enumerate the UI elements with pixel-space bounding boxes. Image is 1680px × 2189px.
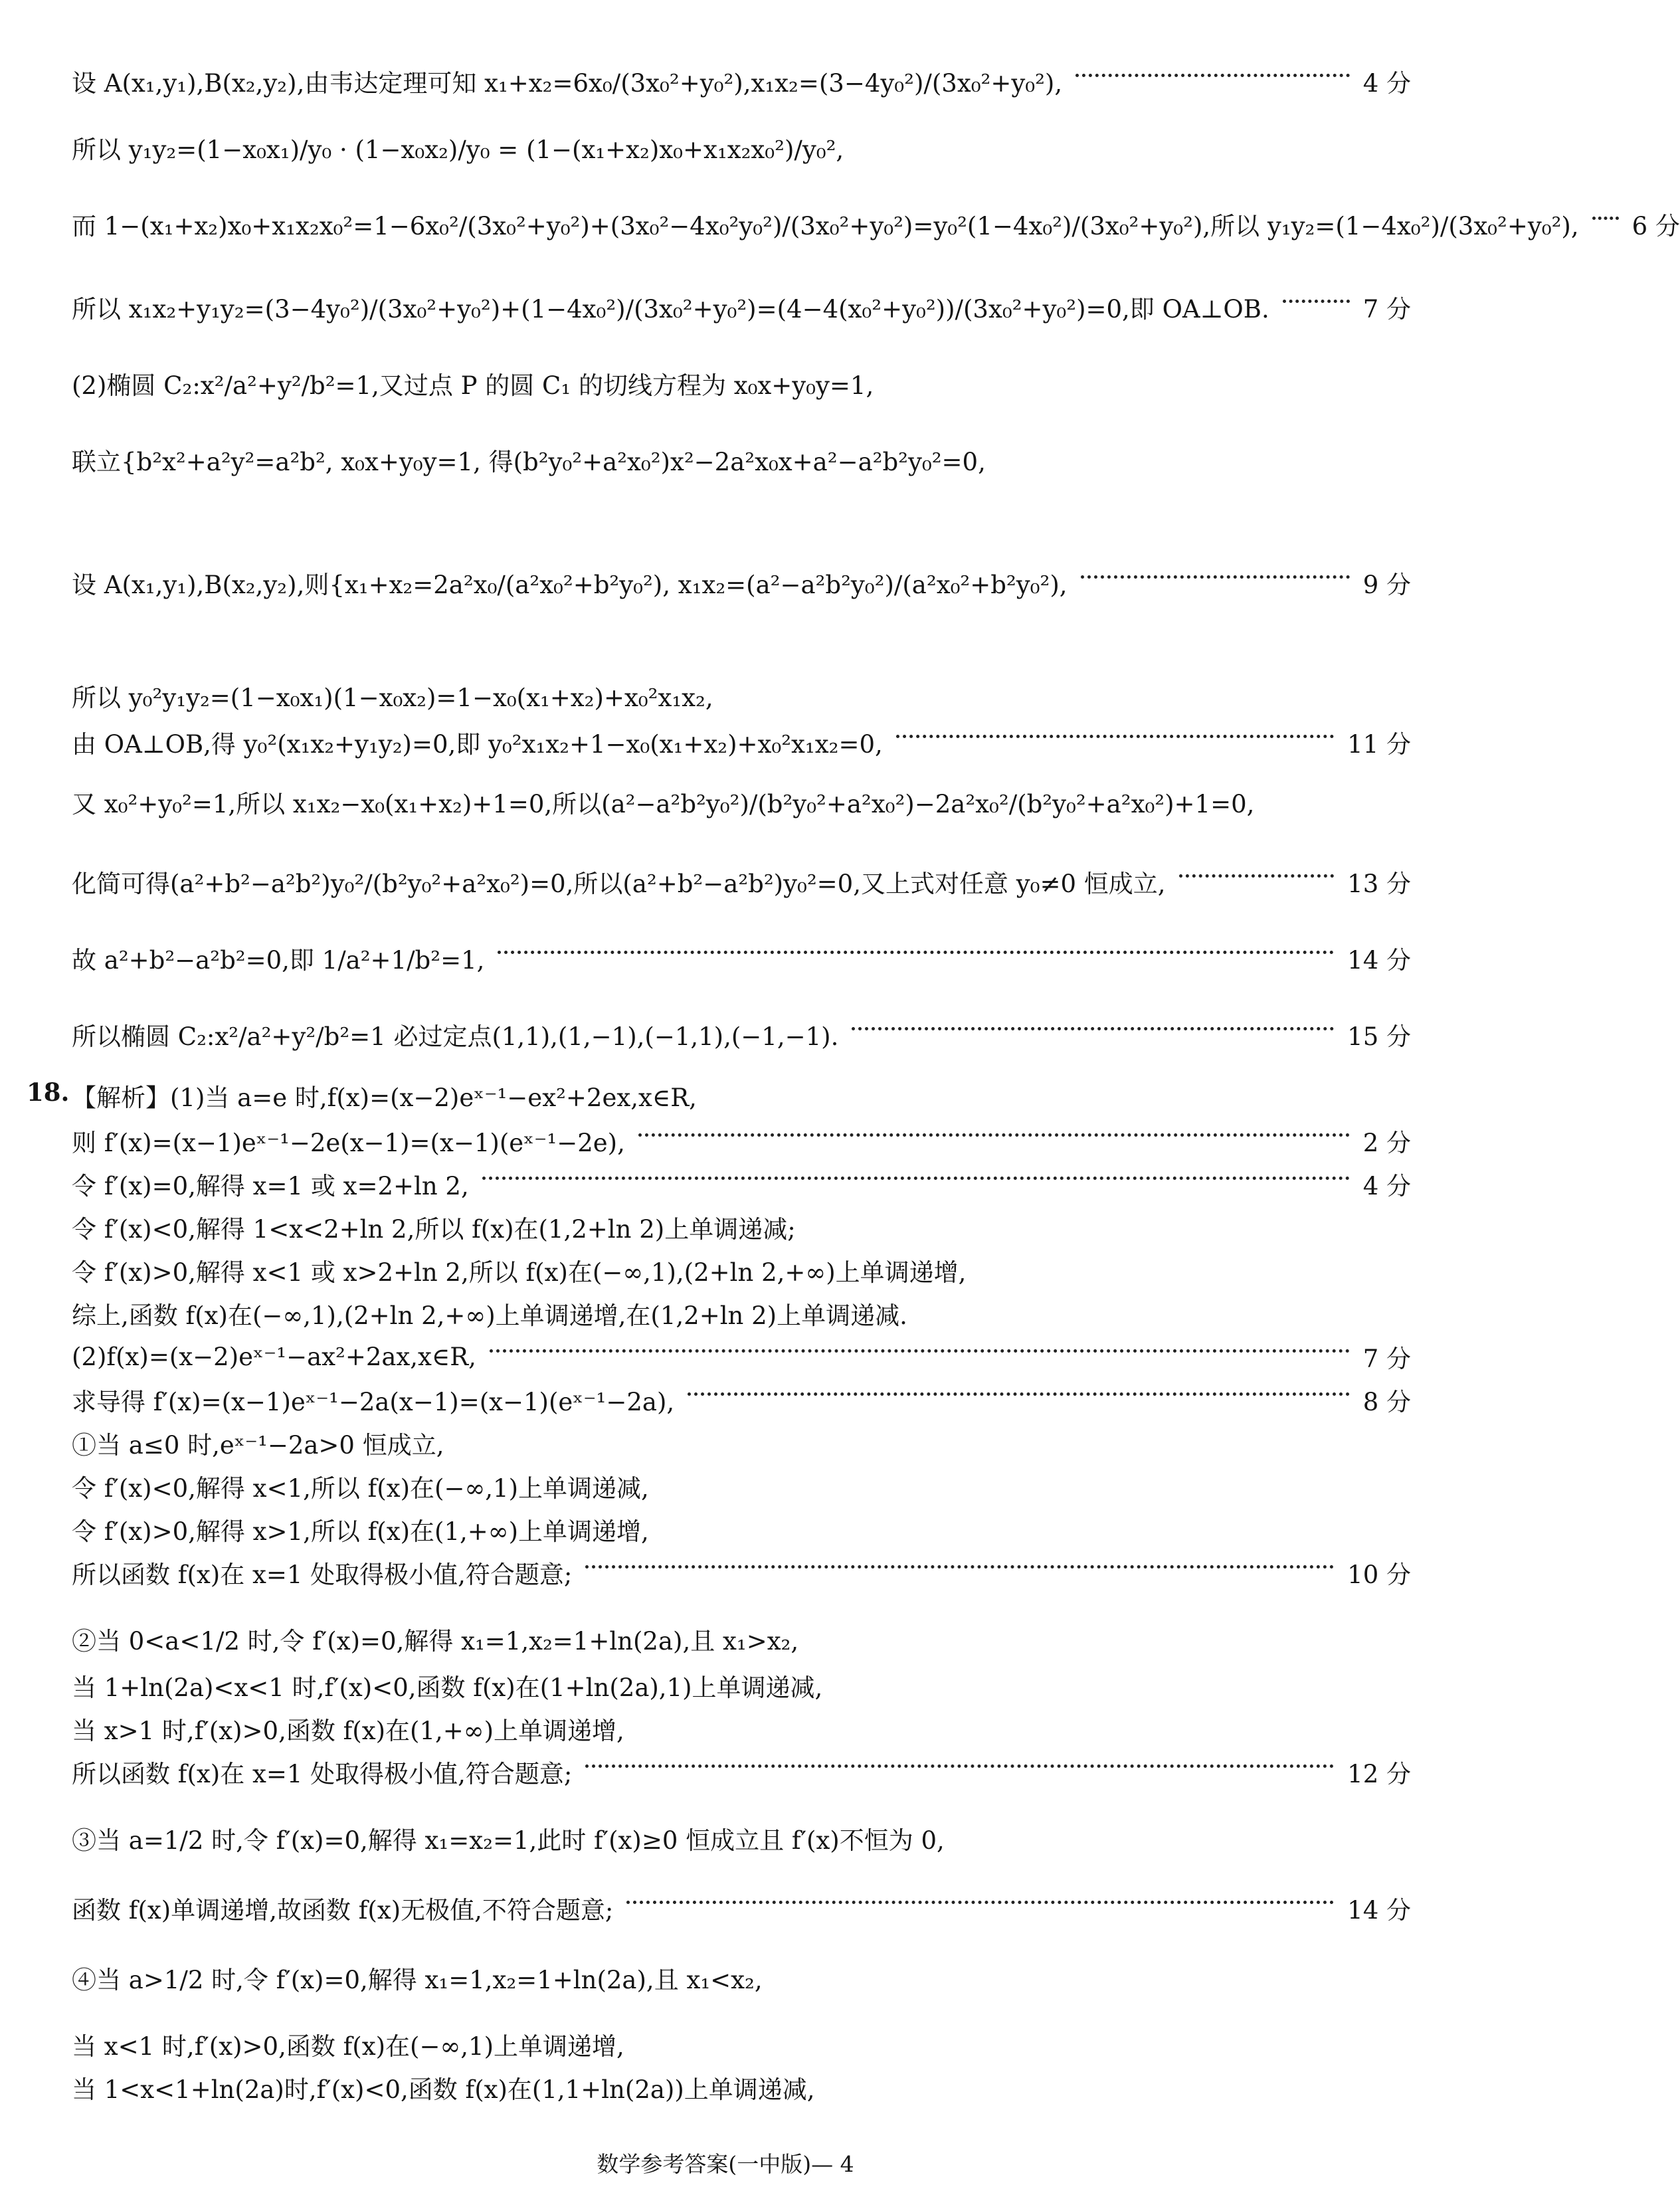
leader-dots: [498, 951, 1334, 954]
answer-line: [72, 724, 1411, 760]
line-text: 所以椭圆 C₂:x²/a²+y²/b²=1 必过定点(1,1),(1,−1),(−1,1),(−1,−1).: [72, 1022, 839, 1051]
leader-dots: [626, 1901, 1334, 1904]
line-text: 又 x₀²+y₀²=1,所以 x₁x₂−x₀(x₁+x₂)+1=0,所以(a²−a²b²y₀²)/(b²y₀²+a²x₀²)−2a²x₀²/(b²y₀²+a²x₀²)+1=0,: [72, 790, 1255, 818]
score-mark: 14 分: [1347, 946, 1411, 975]
line-text: 设 A(x₁,y₁),B(x₂,y₂),则{x₁+x₂=2a²x₀/(a²x₀²+b²y₀²), x₁x₂=(a²−a²b²y₀²)/(a²x₀²+b²y₀²),: [72, 571, 1068, 599]
answer-line: [72, 2026, 1411, 2062]
leader-dots: [896, 735, 1334, 738]
line-text: 故 a²+b²−a²b²=0,即 1/a²+1/b²=1,: [72, 946, 485, 975]
score-mark: 8 分: [1362, 1388, 1411, 1416]
score-mark: 6 分: [1632, 212, 1680, 240]
leader-dots: [482, 1177, 1350, 1180]
answer-line: [72, 1754, 1411, 1790]
score-mark: 10 分: [1347, 1561, 1411, 1589]
line-text: ②当 0<a<1/2 时,令 f′(x)=0,解得 x₁=1,x₂=1+ln(2a),且 x₁>x₂,: [72, 1627, 799, 1656]
line-text: 所以 x₁x₂+y₁y₂=(3−4y₀²)/(3x₀²+y₀²)+(1−4x₀²)/(3x₀²+y₀²)=(4−4(x₀²+y₀²))/(3x₀²+y₀²)=0,即 OA⊥OB.: [72, 295, 1269, 324]
leader-dots: [638, 1133, 1350, 1137]
answer-line: [72, 130, 1411, 165]
line-text: 所以 y₀²y₁y₂=(1−x₀x₁)(1−x₀x₂)=1−x₀(x₁+x₂)+x₀²x₁x₂,: [72, 684, 713, 712]
answer-line: [72, 1166, 1411, 1202]
line-text: 令 f′(x)<0,解得 x<1,所以 f(x)在(−∞,1)上单调递减,: [72, 1474, 649, 1503]
answer-line: [72, 1382, 1411, 1418]
answer-line: [72, 565, 1411, 601]
answer-line: [72, 940, 1411, 976]
line-text: 联立{b²x²+a²y²=a²b², x₀x+y₀y=1, 得(b²y₀²+a²x₀²)x²−2a²x₀x+a²−a²b²y₀²=0,: [72, 448, 986, 476]
answer-line: [72, 1667, 1411, 1703]
answer-line: [72, 1425, 1411, 1461]
answer-line: [72, 1820, 1411, 1856]
score-mark: 14 分: [1347, 1896, 1411, 1925]
leader-dots: [688, 1392, 1350, 1396]
score-mark: 7 分: [1362, 1345, 1411, 1373]
score-mark: 9 分: [1362, 571, 1411, 599]
line-text: (2)f(x)=(x−2)eˣ⁻¹−ax²+2ax,x∈R,: [72, 1342, 476, 1371]
answer-line: [72, 1960, 1411, 1996]
line-text: 综上,函数 f(x)在(−∞,1),(2+ln 2,+∞)上单调递增,在(1,2+ln 2)上单调递减.: [72, 1301, 907, 1330]
leader-dots: [490, 1349, 1350, 1353]
score-mark: 4 分: [1362, 69, 1411, 98]
line-text: 设 A(x₁,y₁),B(x₂,y₂),由韦达定理可知 x₁+x₂=6x₀/(3x₀²+y₀²),x₁x₂=(3−4y₀²)/(3x₀²+y₀²),: [72, 69, 1063, 98]
line-text: ①当 a≤0 时,eˣ⁻¹−2a>0 恒成立,: [72, 1431, 444, 1460]
score-mark: 4 分: [1362, 1172, 1411, 1200]
line-text: 当 1<x<1+ln(2a)时,f′(x)<0,函数 f(x)在(1,1+ln(2a))上单调递减,: [72, 2075, 815, 2104]
line-text: 所以 y₁y₂=(1−x₀x₁)/y₀ · (1−x₀x₂)/y₀ = (1−(x₁+x₂)x₀+x₁x₂x₀²)/y₀²,: [72, 136, 844, 164]
answer-line: [72, 1555, 1411, 1590]
score-mark: 15 分: [1347, 1022, 1411, 1051]
line-text: 当 x>1 时,f′(x)>0,函数 f(x)在(1,+∞)上单调递增,: [72, 1717, 624, 1745]
answer-line: [72, 1295, 1411, 1331]
line-text: (2)椭圆 C₂:x²/a²+y²/b²=1,又过点 P 的圆 C₁ 的切线方程为 x₀x+y₀y=1,: [72, 371, 874, 400]
line-text: 令 f′(x)>0,解得 x>1,所以 f(x)在(1,+∞)上单调递增,: [72, 1517, 649, 1546]
line-text: 则 f′(x)=(x−1)eˣ⁻¹−2e(x−1)=(x−1)(eˣ⁻¹−2e),: [72, 1129, 625, 1157]
line-text: 所以函数 f(x)在 x=1 处取得极小值,符合题意;: [72, 1561, 573, 1589]
line-text: 令 f′(x)>0,解得 x<1 或 x>2+ln 2,所以 f(x)在(−∞,1),(2+ln 2,+∞)上单调递增,: [72, 1258, 967, 1287]
score-mark: 12 分: [1347, 1760, 1411, 1788]
answer-line: [72, 678, 1411, 714]
answer-line: [72, 1621, 1411, 1657]
line-text: 函数 f(x)单调递增,故函数 f(x)无极值,不符合题意;: [72, 1896, 614, 1925]
line-text: 令 f′(x)=0,解得 x=1 或 x=2+ln 2,: [72, 1172, 469, 1200]
answer-line: [72, 1078, 1411, 1113]
line-text: ④当 a>1/2 时,令 f′(x)=0,解得 x₁=1,x₂=1+ln(2a),且 x₁<x₂,: [72, 1966, 763, 1994]
answer-line: [72, 1511, 1411, 1547]
answer-line: [72, 206, 1680, 242]
answer-line: [72, 63, 1411, 99]
answer-line: [72, 784, 1411, 820]
question-number: 18.: [27, 1078, 70, 1107]
leader-dots: [1283, 300, 1350, 303]
answer-line: [72, 1209, 1411, 1245]
line-text: 求导得 f′(x)=(x−1)eˣ⁻¹−2a(x−1)=(x−1)(eˣ⁻¹−2a),: [72, 1388, 675, 1416]
line-text: 而 1−(x₁+x₂)x₀+x₁x₂x₀²=1−6x₀²/(3x₀²+y₀²)+(3x₀²−4x₀²y₀²)/(3x₀²+y₀²)=y₀²(1−4x₀²)/(3x₀²+y₀²),所以 y₁y₂=(1−4x₀²)/(3x₀²+y₀²),: [72, 212, 1579, 240]
answer-line: [72, 1016, 1411, 1052]
answer-line: [72, 1711, 1411, 1747]
answer-line: [72, 365, 1411, 401]
answer-line: [72, 1890, 1411, 1926]
score-mark: 7 分: [1362, 295, 1411, 324]
leader-dots: [1075, 74, 1350, 77]
line-text: 令 f′(x)<0,解得 1<x<2+ln 2,所以 f(x)在(1,2+ln 2)上单调递减;: [72, 1215, 796, 1244]
answer-line: [72, 1123, 1411, 1159]
answer-line: [72, 1252, 1411, 1288]
answer-line: [72, 2069, 1411, 2105]
answer-line: [72, 1339, 1411, 1375]
leader-dots: [585, 1565, 1334, 1569]
answer-line: [72, 442, 1411, 478]
line-text: 【解析】(1)当 a=e 时,f(x)=(x−2)eˣ⁻¹−ex²+2ex,x∈R,: [72, 1084, 697, 1112]
line-text: 化简可得(a²+b²−a²b²)y₀²/(b²y₀²+a²x₀²)=0,所以(a²+b²−a²b²)y₀²=0,又上式对任意 y₀≠0 恒成立,: [72, 870, 1166, 898]
score-mark: 13 分: [1347, 870, 1411, 898]
score-mark: 2 分: [1362, 1129, 1411, 1157]
leader-dots: [852, 1027, 1334, 1030]
answer-line: [72, 864, 1411, 900]
leader-dots: [1179, 874, 1335, 878]
page-footer: 数学参考答案(一中版)— 4: [597, 2151, 854, 2177]
line-text: 当 x<1 时,f′(x)>0,函数 f(x)在(−∞,1)上单调递增,: [72, 2032, 624, 2061]
line-text: ③当 a=1/2 时,令 f′(x)=0,解得 x₁=x₂=1,此时 f′(x)≥0 恒成立且 f′(x)不恒为 0,: [72, 1826, 945, 1855]
answer-line: [72, 289, 1411, 325]
line-text: 由 OA⊥OB,得 y₀²(x₁x₂+y₁y₂)=0,即 y₀²x₁x₂+1−x₀(x₁+x₂)+x₀²x₁x₂=0,: [72, 730, 883, 759]
leader-dots: [1592, 217, 1619, 220]
answer-line: [72, 1468, 1411, 1504]
leader-dots: [1081, 575, 1350, 579]
line-text: 当 1+ln(2a)<x<1 时,f′(x)<0,函数 f(x)在(1+ln(2a),1)上单调递减,: [72, 1673, 823, 1702]
leader-dots: [585, 1764, 1334, 1768]
line-text: 所以函数 f(x)在 x=1 处取得极小值,符合题意;: [72, 1760, 573, 1788]
score-mark: 11 分: [1347, 730, 1411, 759]
